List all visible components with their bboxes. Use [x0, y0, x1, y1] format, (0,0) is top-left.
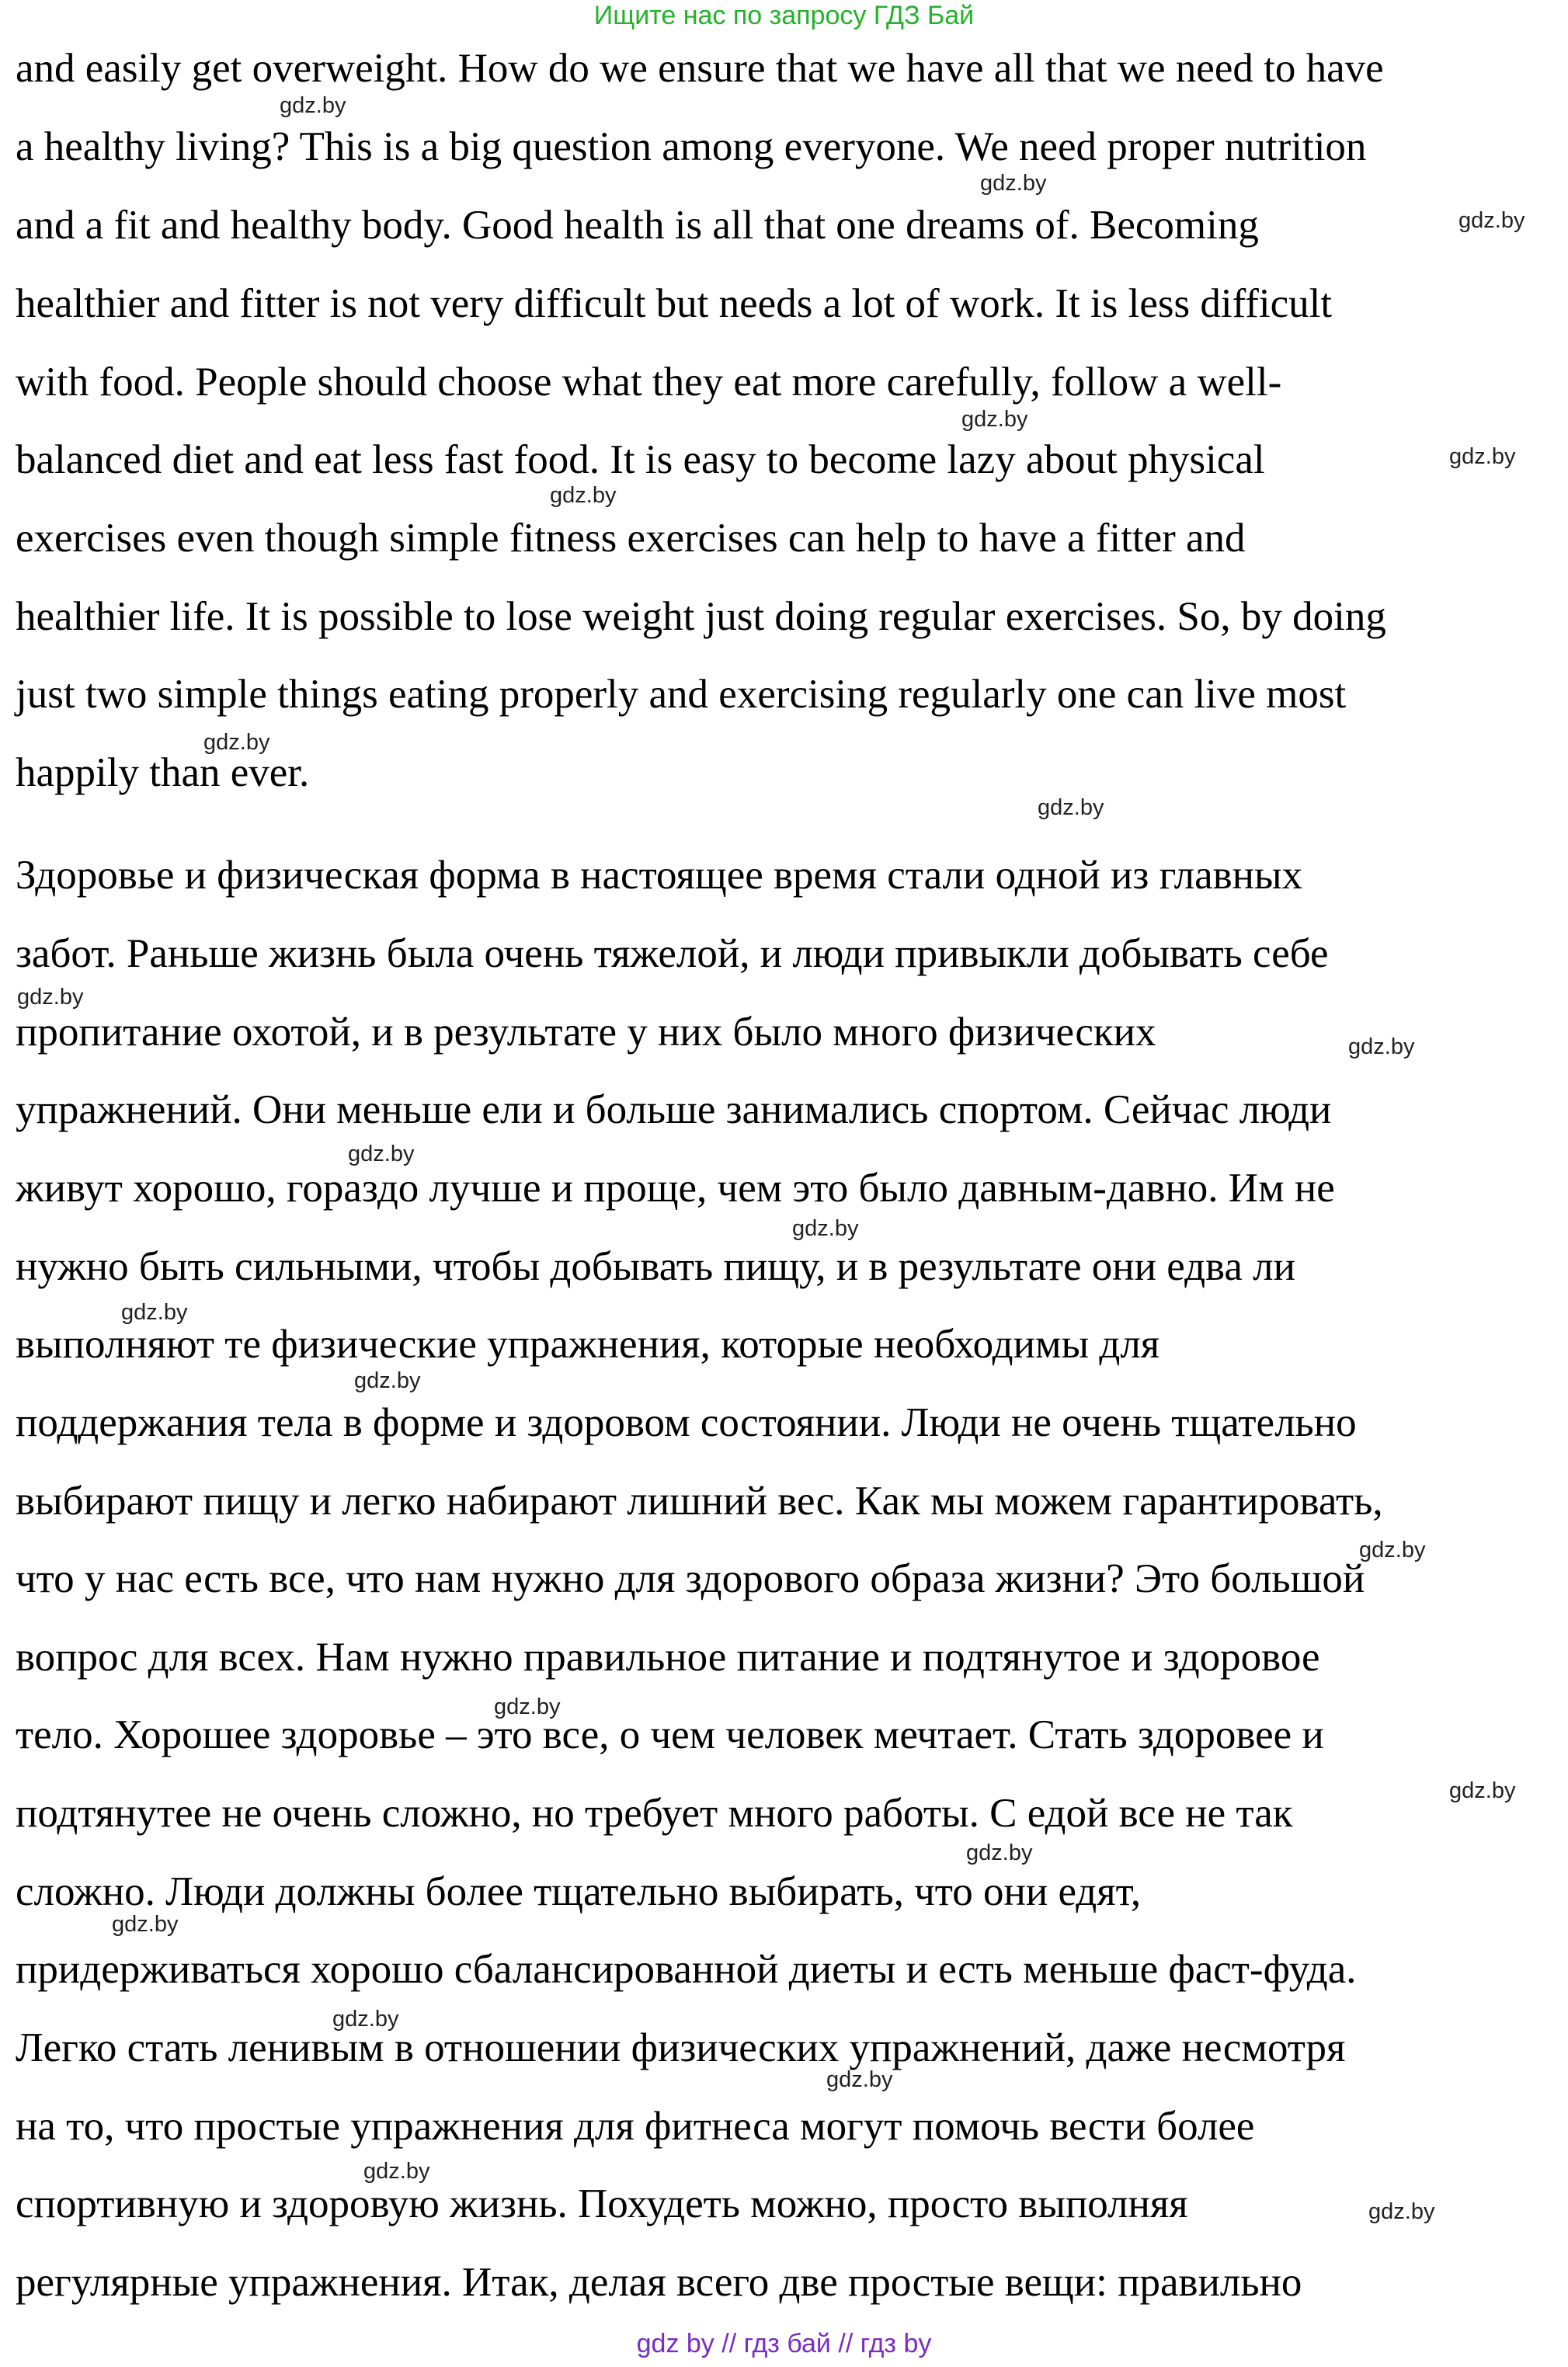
english-line: healthier life. It is possible to lose weight just doing regular exercises. So, by doing: [16, 594, 1386, 639]
russian-line: выполняют те физические упражнения, которые необходимы для: [16, 1322, 1160, 1367]
english-line: happily than ever.: [16, 750, 310, 795]
russian-line: что у нас есть все, что нам нужно для здорового образа жизни? Это большой: [16, 1556, 1365, 1601]
watermark: gdz.by: [826, 2067, 893, 2092]
russian-line: Легко стать ленивым в отношении физических упражнений, даже несмотря: [16, 2025, 1346, 2070]
watermark: gdz.by: [1449, 1778, 1516, 1803]
watermark: gdz.by: [1359, 1538, 1426, 1562]
watermark: gdz.by: [792, 1216, 859, 1241]
english-line: healthier and fitter is not very difficult but needs a lot of work. It is less difficult: [16, 281, 1333, 326]
english-line: and a fit and healthy body. Good health is all that one dreams of. Becoming: [16, 203, 1259, 248]
watermark: gdz.by: [112, 1912, 179, 1937]
watermark: gdz.by: [1368, 2199, 1435, 2224]
english-line: and easily get overweight. How do we ensure that we have all that we need to have: [16, 46, 1384, 91]
watermark: gdz.by: [1348, 1034, 1415, 1059]
watermark: gdz.by: [1458, 208, 1525, 233]
russian-line: пропитание охотой, и в результате у них было много физических: [16, 1010, 1156, 1055]
bottom-banner: gdz by // гдз бай // гдз by: [636, 2329, 932, 2358]
watermark: gdz.by: [354, 1368, 421, 1393]
english-line: with food. People should choose what they eat more carefully, follow a well-: [16, 360, 1282, 405]
watermark: gdz.by: [348, 1142, 415, 1166]
watermark: gdz.by: [1038, 795, 1104, 820]
watermark: gdz.by: [203, 730, 270, 755]
russian-line: тело. Хорошее здоровье – это все, о чем человек мечтает. Стать здоровее и: [16, 1712, 1324, 1757]
watermark: gdz.by: [550, 483, 617, 508]
english-line: just two simple things eating properly and exercising regularly one can live most: [16, 672, 1347, 717]
russian-line: придерживаться хорошо сбалансированной диеты и есть меньше фаст-фуда.: [16, 1947, 1357, 1992]
russian-line: забот. Раньше жизнь была очень тяжелой, и люди привыкли добывать себе: [16, 931, 1329, 976]
watermark: gdz.by: [961, 407, 1028, 432]
russian-line: спортивную и здоровую жизнь. Похудеть можно, просто выполняя: [16, 2181, 1188, 2226]
russian-line: Здоровье и физическая форма в настоящее время стали одной из главных: [16, 853, 1303, 898]
watermark: gdz.by: [494, 1694, 561, 1719]
russian-line: нужно быть сильными, чтобы добывать пищу, и в результате они едва ли: [16, 1244, 1295, 1289]
russian-line: выбирают пищу и легко набирают лишний вес. Как мы можем гарантировать,: [16, 1479, 1383, 1524]
watermark: gdz.by: [121, 1300, 188, 1325]
russian-line: живут хорошо, гораздо лучше и проще, чем это было давным-давно. Им не: [16, 1166, 1335, 1211]
watermark: gdz.by: [363, 2159, 430, 2184]
watermark: gdz.by: [1449, 444, 1516, 469]
english-line: a healthy living? This is a big question among everyone. We need proper nutrition: [16, 124, 1367, 169]
russian-line: упражнений. Они меньше ели и больше занимались спортом. Сейчас люди: [16, 1087, 1332, 1132]
watermark: gdz.by: [966, 1840, 1033, 1865]
english-line: balanced diet and eat less fast food. It is easy to become lazy about physical: [16, 437, 1265, 482]
russian-line: подтянутее не очень сложно, но требует много работы. С едой все не так: [16, 1791, 1293, 1836]
watermark: gdz.by: [280, 93, 346, 118]
english-line: exercises even though simple fitness exercises can help to have a fitter and: [16, 516, 1246, 561]
top-banner: Ищите нас по запросу ГДЗ Бай: [593, 1, 975, 30]
russian-line: вопрос для всех. Нам нужно правильное питание и подтянутое и здоровое: [16, 1635, 1320, 1680]
russian-line: поддержания тела в форме и здоровом состоянии. Люди не очень тщательно: [16, 1400, 1357, 1445]
russian-line: на то, что простые упражнения для фитнеса могут помочь вести более: [16, 2104, 1255, 2149]
russian-line: сложно. Люди должны более тщательно выбирать, что они едят,: [16, 1869, 1142, 1914]
russian-line: регулярные упражнения. Итак, делая всего две простые вещи: правильно: [16, 2260, 1302, 2305]
watermark: gdz.by: [980, 171, 1047, 196]
watermark: gdz.by: [332, 2007, 399, 2032]
watermark: gdz.by: [17, 985, 84, 1010]
